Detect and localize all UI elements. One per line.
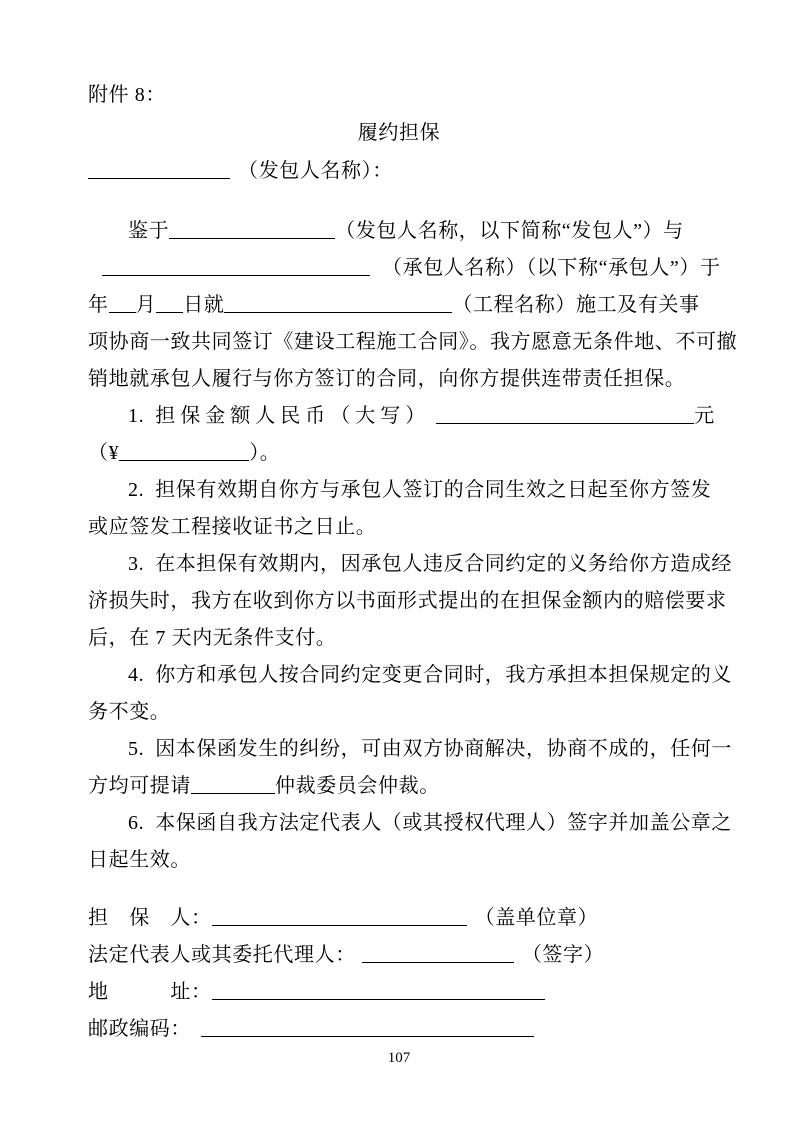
blank-contractor-name — [102, 261, 370, 276]
preamble-contractor-note: （承包人名称）（以下称“承包人”）于 — [382, 257, 721, 279]
representative-label: 法定代表人或其委托代理人： — [88, 944, 356, 966]
arbitration-suffix: 仲裁委员会仲裁。 — [275, 775, 440, 797]
address-line — [88, 974, 710, 1011]
clause-6-text: 本保函自我方法定代表人（或其授权代理人）签字并加盖公章之 — [155, 812, 733, 834]
guarantor-label: 担 保 人： — [88, 907, 212, 929]
clause-2-line-1 — [88, 472, 710, 509]
month-label: 月 — [135, 294, 157, 316]
blank-guarantor-name — [212, 911, 467, 926]
spacer — [88, 879, 710, 900]
clause-6-number: 6. — [128, 812, 145, 834]
amount-open-paren: （¥ — [88, 442, 120, 464]
blank-day — [156, 298, 183, 313]
preamble-line-3 — [88, 287, 710, 324]
clause-1-label: 担保金额人民币（大写） — [155, 405, 431, 427]
addressee-line — [88, 152, 710, 190]
postcode-label: 邮政编码： — [88, 1018, 191, 1040]
arbitration-prefix: 方均可提请 — [88, 775, 191, 797]
preamble-whereas: 鉴于 — [128, 220, 170, 242]
blank-arbitration-commission — [191, 779, 275, 794]
address-label: 地 址： — [88, 981, 212, 1003]
year-label: 年 — [88, 294, 109, 316]
preamble-line-1 — [88, 213, 710, 250]
preamble-line-4: 项协商一致共同签订《建设工程施工合同》。我方愿意无条件地、不可撤 — [88, 331, 738, 353]
preamble-line-2 — [88, 250, 721, 287]
addressee-suffix: （发包人名称）： — [238, 160, 393, 182]
blank-amount-figures — [119, 446, 249, 461]
preamble-line-5: 销地就承包人履行与你方签订的合同，向你方提供连带责任担保。 — [88, 368, 686, 390]
guarantor-line — [88, 900, 710, 937]
blank-representative-signature — [362, 948, 514, 963]
blank-amount-words — [436, 409, 694, 424]
clause-2-number: 2. — [128, 479, 145, 501]
clause-4-line-2: 务不变。 — [88, 701, 171, 723]
blank-postcode — [201, 1022, 534, 1037]
clause-2-text: 担保有效期自你方与承包人签订的合同生效之日起至你方签发 — [155, 479, 712, 501]
guarantor-seal-note: （盖单位章） — [474, 907, 599, 929]
clause-5-line-2 — [88, 768, 710, 805]
representative-sign-note: （签字） — [521, 944, 605, 966]
preamble-employer-note: （发包人名称，以下简称“发包人”）与 — [335, 220, 684, 242]
page-number: 107 — [387, 1050, 411, 1066]
clause-5-line-1 — [88, 731, 733, 768]
clause-3-line-2: 济损失时，我方在收到你方以书面形式提出的在担保金额内的赔偿要求 — [88, 590, 727, 612]
clause-4-line-1 — [88, 657, 733, 694]
blank-address — [212, 985, 545, 1000]
clause-1-number: 1. — [128, 405, 145, 427]
attachment-label: 附件 8： — [88, 84, 166, 106]
blank-project-name — [224, 298, 452, 313]
blank-month — [109, 298, 136, 313]
clause-5-number: 5. — [128, 738, 145, 760]
amount-close-paren: ）。 — [249, 442, 281, 464]
clause-4-text: 你方和承包人按合同约定变更合同时，我方承担本担保规定的义 — [155, 664, 733, 686]
clause-1-line-1 — [88, 398, 715, 435]
clause-3-number: 3. — [128, 553, 145, 575]
blank-employer-name — [169, 224, 335, 239]
clause-5-text: 因本保函发生的纠纷，可由双方协商解决，协商不成的，任何一 — [155, 738, 733, 760]
clause-2-line-2: 或应签发工程接收证书之日止。 — [88, 516, 377, 538]
representative-line — [88, 937, 710, 974]
clause-3-line-3: 后，在 7 天内无条件支付。 — [88, 627, 337, 649]
document-title: 履约担保 — [357, 122, 441, 144]
clause-1-line-2 — [88, 435, 710, 472]
clause-4-number: 4. — [128, 664, 145, 686]
clause-6-line-2: 日起生效。 — [88, 849, 191, 871]
postcode-line — [88, 1011, 710, 1048]
clause-1-unit: 元 — [694, 405, 715, 427]
clause-6-line-1 — [88, 805, 733, 842]
blank-addressee-name — [88, 164, 230, 179]
day-label: 日就 — [183, 294, 225, 316]
spacer — [88, 190, 710, 213]
clause-3-text: 在本担保有效期内，因承包人违反合同约定的义务给你方造成经 — [155, 553, 733, 575]
clause-3-line-1 — [88, 546, 733, 583]
preamble-project-note: （工程名称）施工及有关事 — [452, 294, 700, 316]
